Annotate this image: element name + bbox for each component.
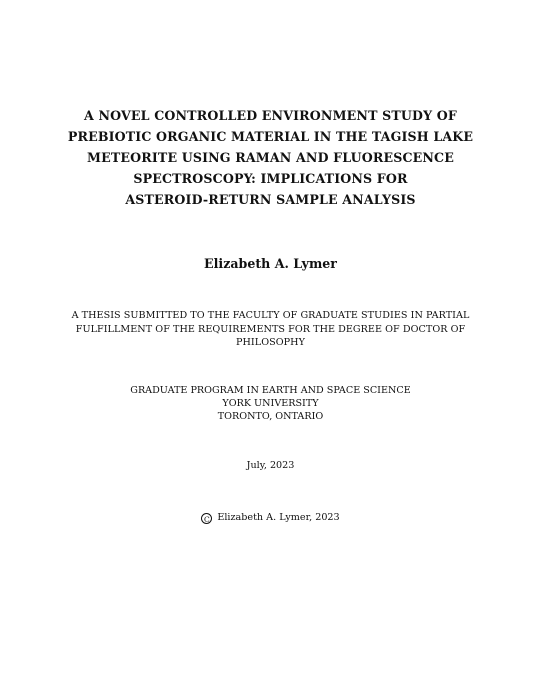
submission-statement-line-3: PHILOSOPHY <box>236 337 305 348</box>
thesis-title-line-4: SPECTROSCOPY: IMPLICATIONS FOR <box>133 171 408 186</box>
graduate-program <box>0 384 541 423</box>
copyright-text: Elizabeth A. Lymer, 2023 <box>217 512 340 523</box>
author-name: Elizabeth A. Lymer <box>204 256 337 271</box>
thesis-title-line-5: ASTEROID-RETURN SAMPLE ANALYSIS <box>125 192 416 207</box>
submission-statement <box>0 309 541 350</box>
program-name: GRADUATE PROGRAM IN EARTH AND SPACE SCIENCE <box>130 385 411 396</box>
thesis-title-line-2: PREBIOTIC ORGANIC MATERIAL IN THE TAGISH LAKE <box>67 129 474 144</box>
copyright-notice <box>0 511 541 524</box>
submission-statement-line-2: FULFILLMENT OF THE REQUIREMENTS FOR THE DEGREE OF DOCTOR OF <box>75 323 466 335</box>
university-location: TORONTO, ONTARIO <box>217 411 324 422</box>
thesis-title <box>0 105 541 210</box>
submission-statement-line-1: A THESIS SUBMITTED TO THE FACULTY OF GRADUATE STUDIES IN PARTIAL <box>71 310 470 321</box>
thesis-title-line-1: A NOVEL CONTROLLED ENVIRONMENT STUDY OF <box>84 108 457 123</box>
submission-date: July, 2023 <box>246 460 295 471</box>
thesis-title-line-3: METEORITE USING RAMAN AND FLUORESCENCE <box>87 150 454 165</box>
copyright-icon: C <box>201 513 212 524</box>
university-name: YORK UNIVERSITY <box>222 398 319 409</box>
